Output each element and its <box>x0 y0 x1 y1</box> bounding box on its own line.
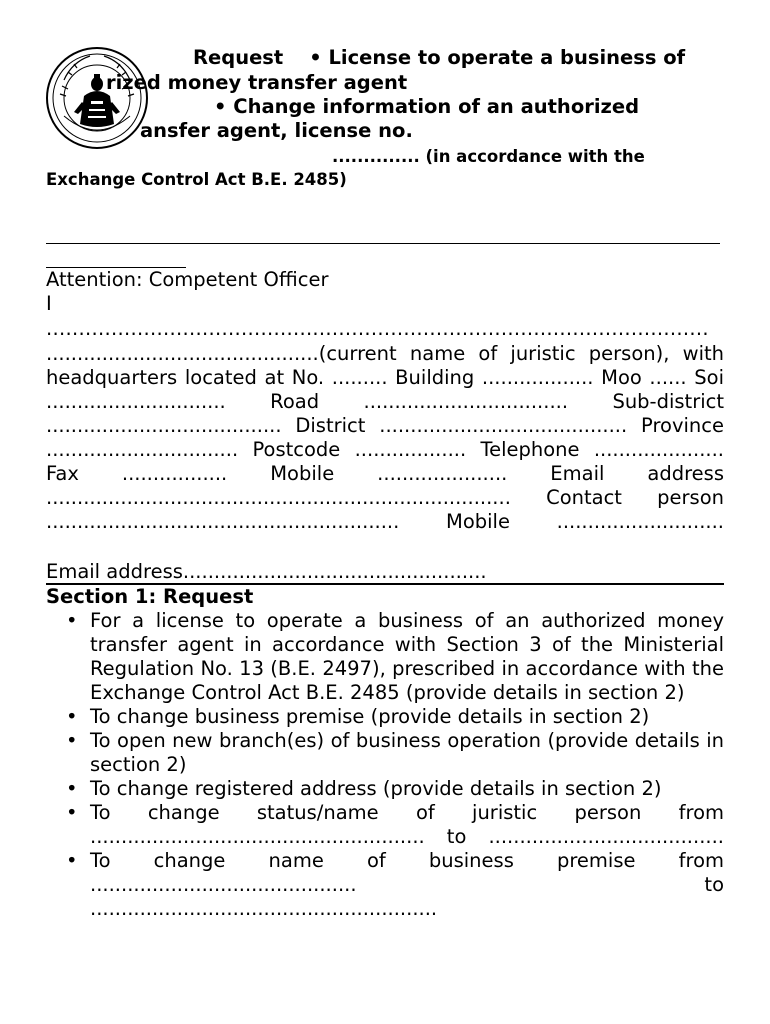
request-option-text: To change business premise (provide details in section 2) <box>90 705 650 728</box>
request-title-line3: • Change information of an authorized <box>214 95 640 118</box>
request-option-text: To open new branch(es) of business operation (provide details in section 2) <box>90 729 724 776</box>
request-option-license[interactable] <box>90 609 724 705</box>
bank-seal-icon <box>44 46 150 150</box>
attention-line: Attention: Competent Officer <box>46 268 329 291</box>
divider-full <box>46 243 720 244</box>
applicant-name-field[interactable]: ...................................................................................................... <box>46 317 709 340</box>
request-title-line6: Exchange Control Act B.E. 2485) <box>46 170 347 189</box>
request-option-text: For a license to operate a business of an authorized money transfer agent in accordance with Section 3 of the Ministerial Regulation No. 13 (B.E. 2497), prescribed in accordance with the Exchange Control Act B.E. 2485 (provide details in section 2) <box>90 609 724 704</box>
request-title-line5: .............. (in accordance with the <box>332 147 645 166</box>
request-title-line2: rized money transfer agent <box>106 71 408 94</box>
request-option-text: To change registered address (provide details in section 2) <box>90 777 662 800</box>
applicant-details-text: ............................................(current name of juristic person), with headquarters located at No. ......... Building .................. Moo ...... Soi ............................. Road ................................. Sub-district ...................................... District ........................................ Province ............................... Postcode .................. Telephone ..................... Fax ................. Mobile ..................... Email address ........................................................................... Contact person ......................................................... Mobile ........................... <box>46 342 724 533</box>
applicant-email-line[interactable]: Email address................................................. <box>46 560 487 583</box>
request-title-line1: Request • License to operate a business of <box>193 46 686 69</box>
applicant-i-label: I <box>46 292 52 315</box>
request-option-change-premise[interactable] <box>90 705 724 729</box>
request-option-change-premise-name[interactable] <box>90 849 724 921</box>
applicant-details-paragraph <box>46 342 724 534</box>
request-option-change-address[interactable] <box>90 777 724 801</box>
request-option-new-branch[interactable] <box>90 729 724 777</box>
request-option-text: • To change name of business premise from ........................................... to ........................................................ <box>90 849 724 920</box>
request-title-line4: ansfer agent, license no. <box>140 119 413 142</box>
request-option-change-juristic-name[interactable] <box>90 801 724 849</box>
request-option-text: • To change status/name of juristic person from ...................................................... to ...................................... <box>90 801 724 848</box>
request-options-list <box>46 609 724 921</box>
section1-title: Section 1: Request <box>46 585 254 608</box>
